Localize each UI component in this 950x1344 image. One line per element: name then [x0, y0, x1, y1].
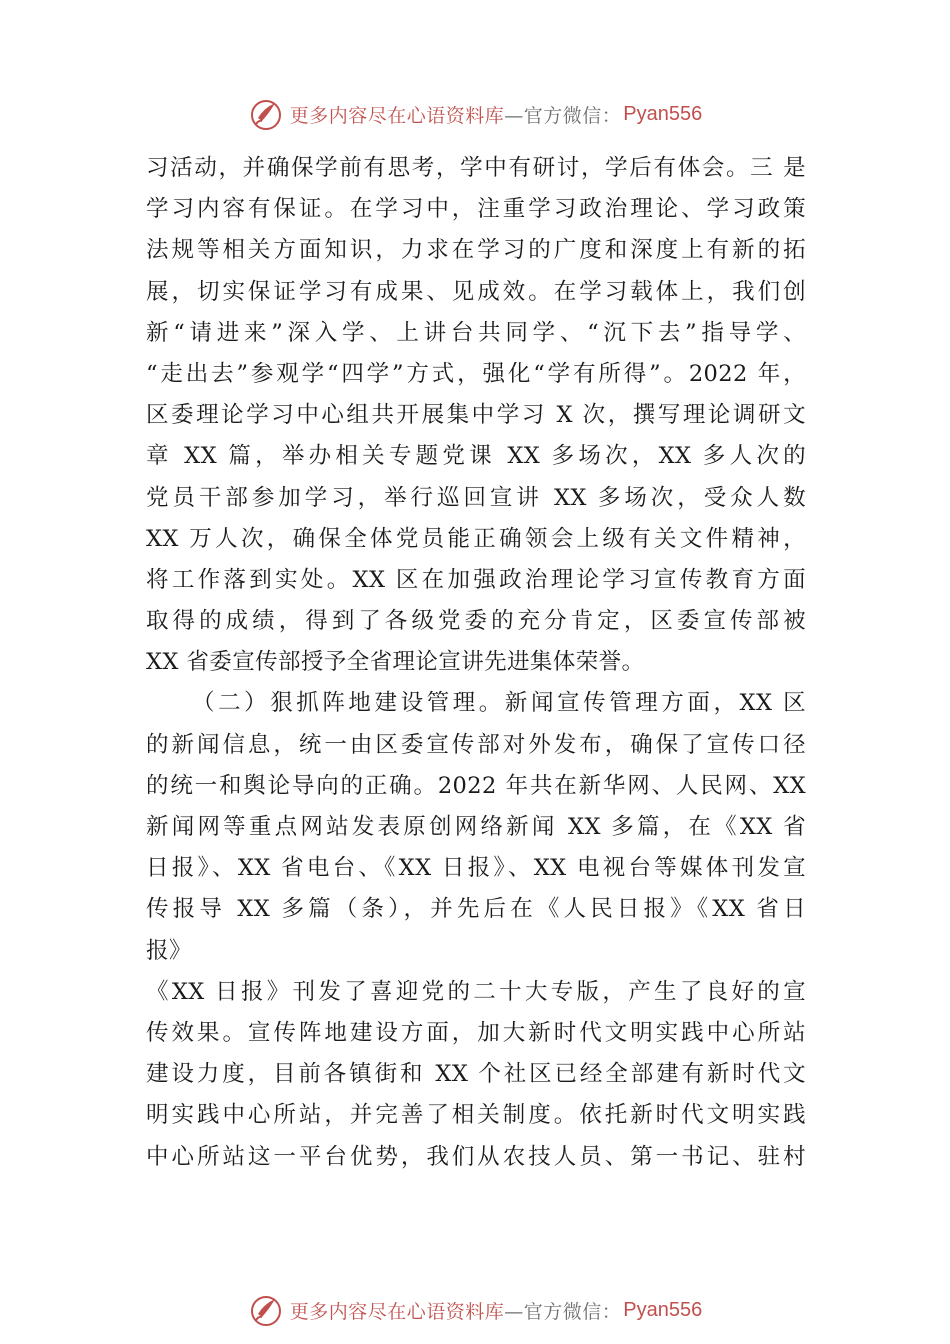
text-line: 区委理论学习中心组共开展集中学习 X 次，撰写理论调研文 [146, 402, 806, 429]
brush-logo-icon [248, 1292, 284, 1328]
document-body [146, 148, 806, 1178]
text-line: 将工作落到实处。XX 区在加强政治理论学习宣传教育方面 [146, 566, 806, 593]
text-line: 《XX 日报》刊发了喜迎党的二十大专版，产生了良好的宣 [146, 978, 806, 1005]
watermark-brand-text: 更多内容尽在心语资料库 [289, 104, 505, 127]
text-line: 展，切实保证学习有成果、见成效。在学习载体上，我们创 [146, 278, 806, 305]
watermark-separator-text: —官方微信： [504, 1300, 622, 1323]
text-line: 党员干部参加学习，举行巡回宣讲 XX 多场次，受众人数 [146, 484, 806, 511]
text-line: XX 万人次，确保全体党员能正确领会上级有关文件精神， [146, 525, 806, 552]
text-line: 建设力度，目前各镇街和 XX 个社区已经全部建有新时代文 [146, 1061, 806, 1088]
text-line: 学习内容有保证。在学习中，注重学习政治理论、学习政策 [146, 196, 806, 223]
text-line: 习活动，并确保学前有思考，学中有研讨，学后有体会。三 是 [146, 155, 806, 181]
text-line: 传效果。宣传阵地建设方面，加大新时代文明实践中心所站 [146, 1019, 806, 1046]
text-line: XX 省委宣传部授予全省理论宣讲先进集体荣誉。 [146, 649, 645, 676]
watermark-account: Pyan556 [623, 1298, 703, 1321]
text-line: 的新闻信息，统一由区委宣传部对外发布，确保了宣传口径 [146, 731, 806, 758]
text-line: 传报导 XX 多篇（条），并先后在《人民日报》《XX 省日 [146, 896, 806, 923]
text-line: 新“请进来”深入学、上讲台共同学、“沉下去”指导学、 [146, 319, 806, 346]
text-line: 日报》、XX 省电台、《XX 日报》、XX 电视台等媒体刊发宣 [146, 855, 806, 882]
text-line: 明实践中心所站，并完善了相关制度。依托新时代文明实践 [146, 1102, 806, 1129]
text-line: 取得的成绩，得到了各级党委的充分肯定，区委宣传部被 [146, 608, 806, 635]
watermark-header [0, 94, 950, 134]
text-line: 章 XX 篇，举办相关专题党课 XX 多场次，XX 多人次的 [146, 443, 806, 470]
text-line: 法规等相关方面知识，力求在学习的广度和深度上有新的拓 [146, 237, 806, 264]
watermark-footer [0, 1290, 950, 1330]
text-line: 报》 [146, 937, 192, 964]
brush-logo-icon [248, 96, 284, 132]
text-line: 新闻网等重点网站发表原创网络新闻 XX 多篇，在《XX 省 [146, 814, 806, 840]
text-line: （二）狠抓阵地建设管理。新闻宣传管理方面，XX 区 [192, 690, 806, 717]
text-line: 中心所站这一平台优势，我们从农技人员、第一书记、驻村 [146, 1143, 806, 1170]
text-line: 的统一和舆论导向的正确。2022 年共在新华网、人民网、XX [146, 772, 806, 799]
text-line: “走出去”参观学“四学”方式，强化“学有所得”。2022 年， [146, 360, 806, 387]
watermark-separator-text: —官方微信： [504, 104, 622, 127]
watermark-brand-text: 更多内容尽在心语资料库 [289, 1300, 505, 1323]
watermark-account: Pyan556 [623, 102, 703, 125]
